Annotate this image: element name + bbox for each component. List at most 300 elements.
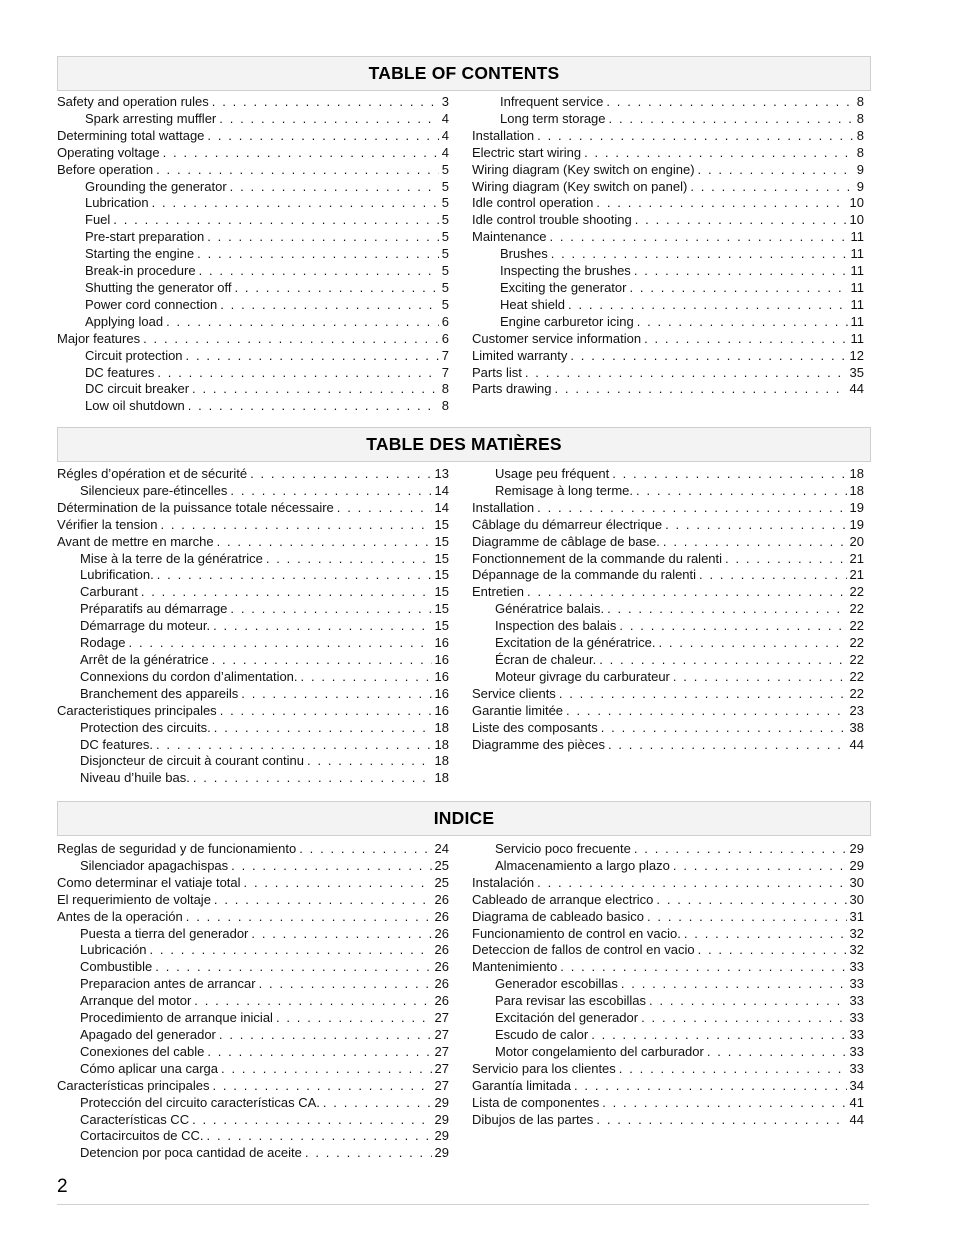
dot-leader [207,128,438,145]
toc-entry-title: Mise à la terre de la génératrice [80,550,263,566]
toc-entry-title: Características CC [80,1111,190,1127]
toc-entry[interactable] [57,551,449,568]
toc-entry[interactable] [472,348,864,365]
toc-entry-page: 33 [849,993,864,1009]
toc-entry[interactable] [57,212,449,229]
toc-entry[interactable] [472,280,864,297]
dot-leader [259,976,432,993]
toc-entry-title: Détermination de la puissance totale nécessaire [57,499,334,515]
dot-leader [609,111,854,128]
toc-entry[interactable] [472,875,864,892]
toc-entry-title: Brushes [500,246,548,262]
toc-entry-title: Arrêt de la génératrice [80,651,209,667]
toc-entry[interactable] [472,331,864,348]
toc-entry-title: Entretien [472,584,525,600]
dot-leader [725,551,846,568]
toc-entry[interactable] [472,145,864,162]
toc-entry[interactable] [57,1128,449,1145]
toc-entry-page: 8 [856,144,864,160]
toc-entry-page: 9 [856,161,864,177]
dot-leader [163,145,439,162]
toc-entry[interactable] [57,534,449,551]
toc-entry-page: 25 [434,857,449,873]
toc-entry-page: 8 [856,94,864,109]
toc-entry-title: Idle control trouble shooting [472,212,632,228]
toc-entry-page: 31 [849,908,864,924]
dot-leader [230,179,439,196]
toc-entry-title: Almacenamiento a largo plazo [495,857,670,873]
toc-entry[interactable] [57,195,449,212]
toc-entry-page: 26 [434,908,449,924]
toc-entry-title: Remisage à long terme. [495,482,634,498]
toc-entry[interactable] [472,111,864,128]
toc-entry-title: Exciting the generator [500,279,627,295]
toc-entry[interactable] [57,331,449,348]
toc-entry[interactable] [472,365,864,382]
toc-entry-title: Garantía limitada [472,1077,571,1093]
toc-entry-page: 27 [434,1060,449,1076]
toc-entry-page: 3 [441,94,449,109]
toc-entry-title: Motor congelamiento del carburador [495,1043,704,1059]
toc-entry[interactable] [472,1027,864,1044]
toc-entry[interactable] [57,1112,449,1129]
toc-entry[interactable] [57,128,449,145]
toc-entry-title: Régles d’opération et de sécurité [57,466,248,481]
toc-entry-page: 5 [441,279,449,295]
toc-entry[interactable] [57,737,449,754]
toc-entry[interactable] [472,926,864,943]
toc-entry[interactable] [472,263,864,280]
toc-entry-page: 33 [849,976,864,992]
toc-entry[interactable] [472,229,864,246]
toc-entry[interactable] [472,942,864,959]
toc-entry-title: Diagramme de câblage de base. [472,533,660,549]
toc-entry-page: 33 [849,1060,864,1076]
toc-entry-title: Fuel [85,212,111,228]
toc-entry[interactable] [57,483,449,500]
dot-leader [141,584,432,601]
dot-leader [649,993,847,1010]
toc-entry[interactable] [57,1027,449,1044]
dot-leader [537,875,846,892]
dot-leader [234,280,438,297]
toc-entry-page: 26 [434,976,449,992]
toc-entry[interactable] [57,246,449,263]
section-header-table-des-matieres: TABLE DES MATIÈRES [57,427,871,462]
toc-entry[interactable] [472,1061,864,1078]
dot-leader [673,669,847,686]
toc-entry[interactable] [57,720,449,737]
dot-leader [113,212,438,229]
toc-entry-page: 5 [441,229,449,245]
toc-entry-page: 27 [434,1026,449,1042]
toc-entry-title: Heat shield [500,296,566,312]
toc-entry-page: 41 [849,1094,864,1110]
dot-leader [212,94,439,111]
toc-entry[interactable] [57,500,449,517]
toc-entry-page: 16 [434,685,449,701]
toc-entry-title: Installation [472,127,535,143]
toc-entry-title: Electric start wiring [472,144,582,160]
toc-entry[interactable] [472,466,864,483]
dot-leader [241,686,431,703]
toc-entry-title: Preparacion antes de arrancar [80,976,256,992]
toc-entry[interactable] [472,686,864,703]
toc-entry-title: Conexiones del cable [80,1043,205,1059]
toc-entry-title: Starting the engine [85,246,195,262]
toc-entry-page: 44 [849,381,864,397]
toc-entry-title: Préparatifs au démarrage [80,601,228,617]
dot-leader [305,1145,432,1162]
toc-entry[interactable] [57,348,449,365]
toc-entry-page: 32 [849,925,864,941]
dot-leader [619,618,846,635]
toc-entry-page: 27 [434,1077,449,1093]
toc-entry[interactable] [57,162,449,179]
toc-entry-title: Operating voltage [57,144,160,160]
dot-leader [690,179,853,196]
toc-entry-title: Circuit protection [85,347,183,363]
dot-leader [635,212,847,229]
dot-leader [192,1112,431,1129]
toc-entry[interactable] [472,162,864,179]
toc-entry-title: Protección del circuito características CA. [80,1094,320,1110]
toc-entry-title: Como determinar el vatiaje total [57,874,241,890]
toc-entry[interactable] [57,381,449,398]
toc-entry[interactable] [472,195,864,212]
toc-entry-page: 29 [434,1145,449,1161]
toc-entry-page: 24 [434,841,449,856]
toc-entry-title: Moteur givrage du carburateur [495,668,670,684]
toc-entry-page: 16 [434,702,449,718]
toc-entry-page: 16 [434,668,449,684]
toc-entry-title: DC features [85,364,155,380]
toc-entry-title: Excitación del generador [495,1010,639,1026]
toc-entry-title: Safety and operation rules [57,94,209,109]
toc-entry-page: 15 [434,618,449,634]
toc-entry-title: El requerimiento de voltaje [57,891,211,907]
toc-entry[interactable] [57,111,449,128]
toc-entry[interactable] [472,1095,864,1112]
toc-entry[interactable] [57,635,449,652]
toc-entry-page: 11 [850,229,864,245]
toc-entry[interactable] [57,280,449,297]
toc-entry[interactable] [57,993,449,1010]
toc-entry-title: Niveau d’huile bas. [80,770,190,786]
toc-entry[interactable] [57,959,449,976]
toc-entry[interactable] [472,618,864,635]
toc-entry[interactable] [57,1010,449,1027]
dot-leader [155,959,431,976]
toc-entry[interactable] [472,246,864,263]
dot-leader [596,195,846,212]
toc-entry-page: 4 [441,110,449,126]
toc-entry-title: Service clients [472,685,556,701]
toc-entry-title: Servicio poco frecuente [495,841,631,856]
dot-leader [570,348,846,365]
toc-entry-title: Applying load [85,313,164,329]
dot-leader [656,892,846,909]
toc-entry-page: 33 [849,1026,864,1042]
toc-entry[interactable] [57,1061,449,1078]
toc-entry-page: 33 [849,1010,864,1026]
toc-entry[interactable] [472,601,864,618]
toc-entry[interactable] [472,635,864,652]
toc-entry-page: 5 [441,195,449,211]
toc-entry-title: Generador escobillas [495,976,618,992]
dot-leader [250,466,431,483]
toc-entry[interactable] [57,365,449,382]
toc-entry[interactable] [57,314,449,331]
toc-entry-title: Maintenance [472,229,547,245]
dot-leader [665,517,846,534]
toc-entry-page: 26 [434,942,449,958]
toc-entry-title: Démarrage du moteur. [80,618,211,634]
dot-leader [197,246,439,263]
dot-leader [157,567,432,584]
toc-entry-title: Before operation [57,161,154,177]
toc-entry[interactable] [472,993,864,1010]
toc-entry-title: Silenciador apagachispas [80,857,229,873]
toc-entry-title: Carburant [80,584,138,600]
toc-entry-title: Power cord connection [85,296,218,312]
toc-entry[interactable] [472,1078,864,1095]
toc-entry-page: 7 [441,347,449,363]
toc-entry-page: 38 [849,719,864,735]
toc-entry-title: Disjoncteur de circuit à courant continu [80,753,305,769]
toc-entry[interactable] [472,534,864,551]
toc-entry[interactable] [472,1112,864,1129]
dot-leader [166,314,439,331]
toc-entry-page: 15 [434,601,449,617]
toc-entry[interactable] [57,686,449,703]
toc-entry[interactable] [472,500,864,517]
toc-entry-page: 30 [849,874,864,890]
toc-entry[interactable] [57,841,449,858]
toc-entry-page: 10 [849,212,864,228]
toc-entry[interactable] [472,1044,864,1061]
toc-entry-title: Vérifier la tension [57,516,158,532]
toc-entry[interactable] [472,381,864,398]
toc-entry-title: Características principales [57,1077,210,1093]
toc-entry-title: Antes de la operación [57,908,183,924]
dot-leader [214,720,432,737]
dot-leader [537,500,846,517]
toc-entry[interactable] [57,753,449,770]
toc-entry-title: Inspection des balais [495,618,617,634]
dot-leader [219,1027,432,1044]
toc-entry[interactable] [57,94,449,111]
toc-entry-title: Pre-start preparation [85,229,205,245]
dot-leader [276,1010,432,1027]
toc-entry[interactable] [472,1010,864,1027]
toc-entry[interactable] [57,875,449,892]
toc-entry-title: Reglas de seguridad y de funcionamiento [57,841,297,856]
toc-entry[interactable] [472,567,864,584]
dot-leader [658,635,846,652]
toc-entry-page: 29 [849,841,864,856]
toc-entry[interactable] [57,703,449,720]
dot-leader [143,331,439,348]
dot-leader [266,551,432,568]
toc-entry-page: 5 [441,263,449,279]
toc-entry-title: Funcionamiento de control en vacio. [472,925,681,941]
toc-entry-title: Usage peu fréquent [495,466,610,481]
toc-entry-page: 16 [434,651,449,667]
dot-leader [606,94,853,111]
toc-entry[interactable] [57,584,449,601]
dot-leader [525,365,847,382]
dot-leader [560,959,846,976]
toc-entry[interactable] [57,179,449,196]
toc-entry[interactable] [472,584,864,601]
dot-leader [634,263,848,280]
toc-entry-page: 13 [434,466,449,481]
toc-entry-title: Para revisar las escobillas [495,993,647,1009]
toc-entry[interactable] [57,567,449,584]
toc-entry[interactable] [57,770,449,787]
toc-entry-title: Long term storage [500,110,606,126]
toc-entry[interactable] [472,179,864,196]
dot-leader [212,652,432,669]
toc-entry[interactable] [57,652,449,669]
toc-entry[interactable] [472,212,864,229]
toc-entry[interactable] [57,926,449,943]
dot-leader [337,500,432,517]
toc-entry[interactable] [472,858,864,875]
dot-leader [551,246,848,263]
dot-leader [129,635,432,652]
toc-entry-title: Infrequent service [500,94,604,109]
toc-entry-title: Lubrification. [80,567,154,583]
dot-leader [608,737,847,754]
toc-entry-page: 9 [856,178,864,194]
dot-leader [568,297,847,314]
dot-leader [186,348,439,365]
toc-entry[interactable] [472,669,864,686]
toc-entry[interactable] [57,517,449,534]
toc-entry-title: Idle control operation [472,195,594,211]
toc-entry[interactable] [472,551,864,568]
toc-entry[interactable] [472,703,864,720]
toc-entry[interactable] [57,1095,449,1112]
toc-entry-page: 44 [849,1111,864,1127]
toc-entry[interactable] [57,229,449,246]
toc-entry-page: 22 [849,651,864,667]
toc-entry[interactable] [57,618,449,635]
toc-entry[interactable] [472,720,864,737]
dot-leader [629,280,847,297]
dot-leader [220,703,432,720]
toc-fr-right-column [472,466,864,753]
toc-entry[interactable] [472,94,864,111]
toc-entry-page: 8 [441,398,449,414]
toc-entry[interactable] [472,909,864,926]
dot-leader [607,601,846,618]
toc-entry-title: Combustible [80,959,153,975]
toc-entry[interactable] [472,517,864,534]
toc-entry[interactable] [57,297,449,314]
toc-entry-page: 8 [856,127,864,143]
toc-entry[interactable] [472,959,864,976]
dot-leader [584,145,854,162]
toc-entry-page: 29 [434,1128,449,1144]
toc-entry-page: 22 [849,668,864,684]
toc-entry[interactable] [57,398,449,415]
dot-leader [602,1095,846,1112]
toc-entry-page: 29 [849,857,864,873]
toc-entry[interactable] [57,145,449,162]
toc-entry[interactable] [472,297,864,314]
toc-entry[interactable] [472,483,864,500]
dot-leader [527,584,846,601]
toc-entry[interactable] [57,976,449,993]
dot-leader [644,331,847,348]
toc-entry[interactable] [472,314,864,331]
toc-entry[interactable] [57,942,449,959]
dot-leader [698,162,854,179]
toc-entry-title: Lubrication [85,195,149,211]
toc-entry-page: 10 [849,195,864,211]
dot-leader [698,942,847,959]
toc-entry-page: 27 [434,1010,449,1026]
toc-entry-page: 5 [441,212,449,228]
toc-entry[interactable] [57,669,449,686]
toc-entry-title: Spark arresting muffler [85,110,217,126]
toc-entry[interactable] [472,892,864,909]
toc-entry[interactable] [472,841,864,858]
toc-entry[interactable] [57,858,449,875]
toc-entry-page: 21 [849,550,864,566]
dot-leader [637,314,848,331]
toc-entry-page: 18 [849,466,864,481]
toc-entry-title: Break-in procedure [85,263,196,279]
footer-divider [57,1204,869,1205]
toc-entry[interactable] [57,1145,449,1162]
toc-entry-title: Lubricación [80,942,147,958]
toc-entry-page: 27 [434,1043,449,1059]
toc-entry[interactable] [57,263,449,280]
dot-leader [684,926,847,943]
toc-entry[interactable] [57,892,449,909]
toc-entry-page: 33 [849,959,864,975]
toc-entry[interactable] [472,976,864,993]
toc-entry-title: Determining total wattage [57,127,205,143]
toc-entry-title: Parts drawing [472,381,552,397]
toc-entry-page: 25 [434,874,449,890]
toc-entry[interactable] [57,1078,449,1095]
toc-entry-title: Connexions du cordon d’alimentation. [80,668,298,684]
toc-entry[interactable] [57,1044,449,1061]
dot-leader [207,1044,431,1061]
toc-entry[interactable] [472,128,864,145]
toc-entry-title: Cableado de arranque electrico [472,891,654,907]
toc-entry[interactable] [57,601,449,618]
dot-leader [307,753,432,770]
toc-entry-title: Branchement des appareils [80,685,239,701]
toc-entry[interactable] [472,737,864,754]
toc-entry[interactable] [472,652,864,669]
toc-entry-title: Engine carburetor icing [500,313,634,329]
toc-entry-page: 18 [434,736,449,752]
toc-entry-page: 19 [849,516,864,532]
toc-entry[interactable] [57,466,449,483]
toc-entry-title: Cómo aplicar una carga [80,1060,219,1076]
toc-fr-left-column [57,466,449,787]
dot-leader [194,993,431,1010]
dot-leader [230,483,431,500]
toc-entry[interactable] [57,909,449,926]
